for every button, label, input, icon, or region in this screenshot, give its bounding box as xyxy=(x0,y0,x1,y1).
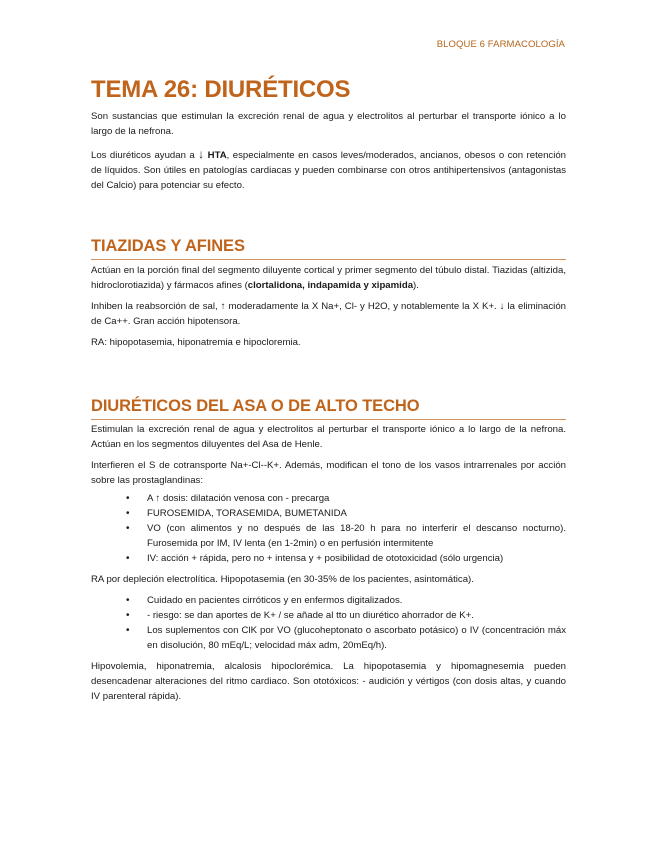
list-item: • Cuidado en pacientes cirróticos y en enfermos digitalizados. xyxy=(91,593,566,608)
asa-list-1 xyxy=(91,491,566,566)
intro-p2-post: , especialmente en casos leves/moderados, ancianos, obesos o con retención de líquidos. Son útiles en patologías cardiacas y pueden combinarse con otros antihipertensivos (antagonistas del Calcio) para potenciar su efecto. xyxy=(91,150,567,191)
intro-section xyxy=(91,109,566,193)
asa-paragraph-4: Hipovolemia, hiponatremia, alcalosis hipoclorémica. La hipopotasemia y hipomagnesemia pueden desencadenar alteraciones del ritmo cardiaco. Son ototóxicos: - audición y vértigos (con dosis altas, y cuando IV parenteral rápida). xyxy=(91,661,566,702)
tiazidas-p1-pre: Actúan en la porción final del segmento diluyente cortical y primer segmento del túbulo distal. Tiazidas (altizida, hidroclorotiazida) y fármacos afines ( xyxy=(91,265,566,291)
tiazidas-paragraph-2: Inhiben la reabsorción de sal, ↑ moderadamente la X Na+, Cl- y H2O, y notablemente la X K+. ↓ la eliminación de Ca++. Gran acción hipotensora. xyxy=(91,301,566,327)
list-item: • IV: acción + rápida, pero no + intensa y + posibilidad de ototoxicidad (sólo urgencia) xyxy=(91,551,566,566)
asa-section xyxy=(91,422,566,704)
asa-list-2 xyxy=(91,593,566,653)
asa-paragraph-2: Interfieren el S de cotransporte Na+-Cl--K+. Además, modifican el tono de los vasos intrarrenales por acción sobre las prostaglandinas: xyxy=(91,460,566,486)
intro-paragraph-2 xyxy=(91,147,566,193)
document-header: BLOQUE 6 FARMACOLOGÍA xyxy=(436,39,565,50)
tiazidas-section xyxy=(91,263,566,350)
tiazidas-paragraph-3: RA: hipopotasemia, hiponatremia e hipocloremia. xyxy=(91,337,301,348)
list-item: • FUROSEMIDA, TORASEMIDA, BUMETANIDA xyxy=(91,506,566,521)
page-title: TEMA 26: DIURÉTICOS xyxy=(91,76,351,103)
asa-paragraph-3: RA por depleción electrolítica. Hipopotasemia (en 30-35% de los pacientes, asintomática). xyxy=(91,574,474,585)
tiazidas-p1-post: ). xyxy=(413,280,419,291)
tiazidas-p1-bold: clortalidona, indapamida y xipamida xyxy=(247,280,414,291)
intro-p2-pre: Los diuréticos ayudan a xyxy=(91,150,199,161)
down-arrow-icon: ↓ xyxy=(198,147,205,161)
list-item: • A ↑ dosis: dilatación venosa con - precarga xyxy=(91,491,566,506)
list-item: • - riesgo: se dan aportes de K+ / se añade al tto un diurético ahorrador de K+. xyxy=(91,608,566,623)
tiazidas-paragraph-1 xyxy=(91,263,566,293)
intro-paragraph-1: Son sustancias que estimulan la excreción renal de agua y electrolitos al perturbar el transporte iónico a lo largo de la nefrona. xyxy=(91,111,566,137)
tiazidas-heading: TIAZIDAS Y AFINES xyxy=(91,237,566,260)
asa-paragraph-1: Estimulan la excreción renal de agua y electrolitos al perturbar el transporte iónico a lo largo de la nefrona. Actúan en los segmentos diluyentes del Asa de Henle. xyxy=(91,424,566,450)
list-item: • Los suplementos con ClK por VO (glucoheptonato o ascorbato potásico) o IV (concentración máx en disolución, 80 mEq/L; velocidad máx adm, 20mEq/h). xyxy=(91,623,566,653)
intro-p2-bold: HTA xyxy=(207,150,227,161)
list-item: • VO (con alimentos y no después de las 18-20 h para no interferir el descanso nocturno). Furosemida por IM, IV lenta (en 1-2min) o en perfusión intermitente xyxy=(91,521,566,551)
asa-heading: DIURÉTICOS DEL ASA O DE ALTO TECHO xyxy=(91,397,566,420)
